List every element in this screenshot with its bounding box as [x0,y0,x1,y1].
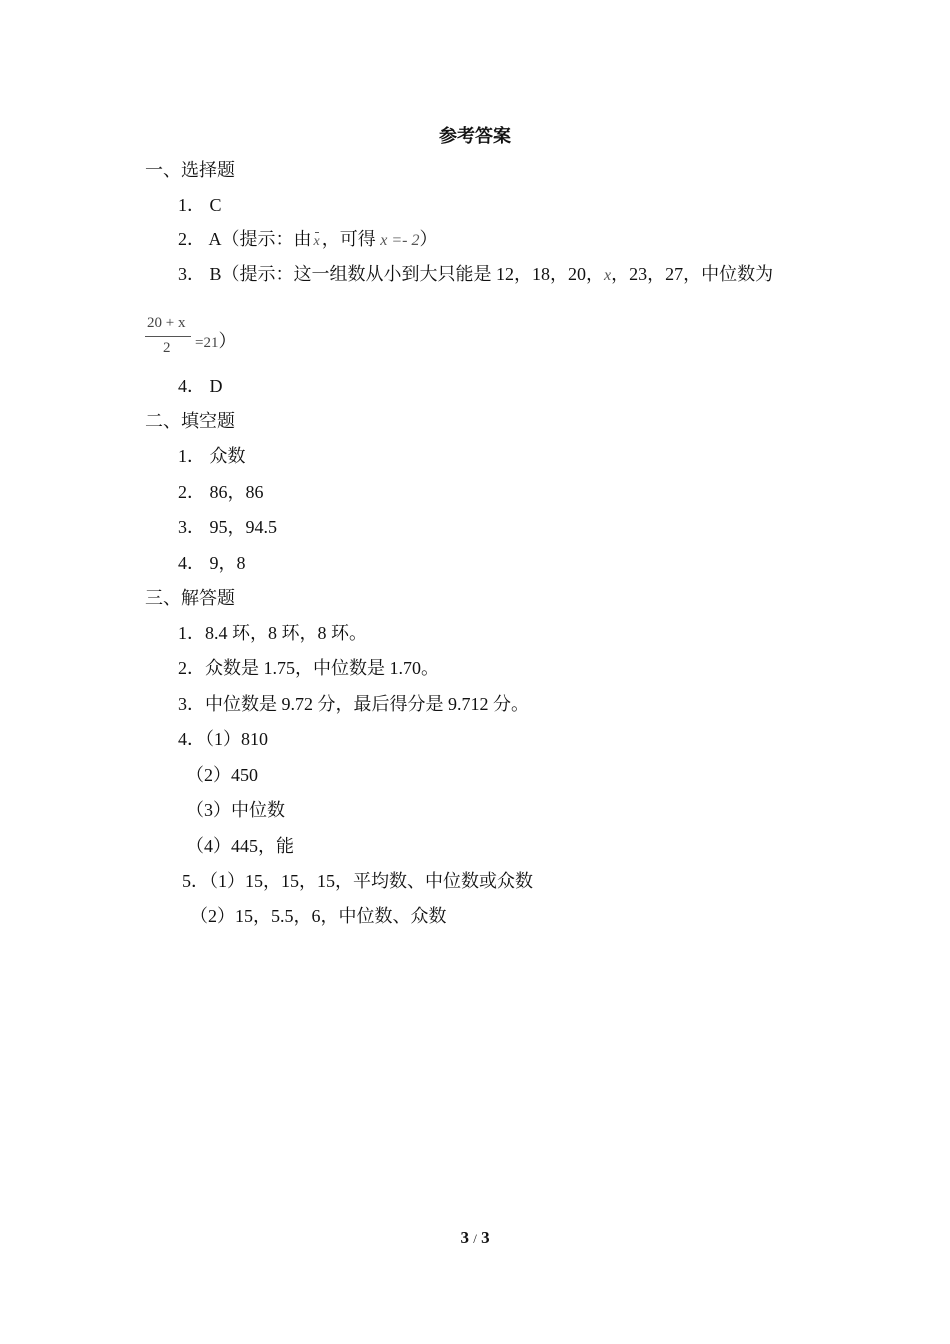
answer-5-part-2: （2）15，5.5，6，中位数、众数 [190,906,447,926]
fraction-bar [145,336,191,337]
choice-2-text-mid: ，可得 [321,229,376,249]
fill-answer-3: 3． 95，94.5 [178,517,277,537]
section-heading-answer: 三、解答题 [145,588,235,608]
choice-2-text: 2． A（提示：由 [178,229,312,249]
answer-3: 3．中位数是 9.72 分，最后得分是 9.712 分。 [178,694,529,714]
fill-answer-2: 2． 86，86 [178,482,264,502]
page-current: 3 [460,1228,469,1247]
fraction-denominator: 2 [163,340,171,356]
choice-3-variable: x [604,267,612,284]
fraction-result [195,327,236,353]
choice-3-text-end: ，23，27，中位数为 [611,264,774,284]
fill-answer-4: 4． 9，8 [178,553,246,573]
choice-answer-1: 1． C [178,195,222,215]
fill-answer-1: 1． 众数 [178,446,246,466]
page-title: 参考答案 [439,126,511,146]
fraction-equals: =21 [195,335,219,351]
x-bar-symbol: x [312,230,322,254]
choice-answer-3 [178,262,773,288]
choice-answer-2 [178,227,437,254]
section-heading-choice: 一、选择题 [145,160,235,180]
fraction-close: ） [218,331,237,351]
answer-4-part-1: 4．（1）810 [178,729,268,749]
answer-1: 1．8.4 环，8 环，8 环。 [178,623,367,643]
choice-answer-4: 4． D [178,376,223,396]
answer-4-part-4: （4）445，能 [186,836,294,856]
answer-5-part-1: 5．（1）15，15，15，平均数、中位数或众数 [182,871,533,891]
page-separator: / [473,1231,477,1246]
answer-2: 2．众数是 1.75，中位数是 1.70。 [178,658,439,678]
answer-4-part-3: （3）中位数 [186,800,285,820]
section-heading-fill: 二、填空题 [145,411,235,431]
answer-4-part-2: （2）450 [186,765,258,785]
page-number [0,1226,950,1251]
choice-2-close: ） [419,229,438,249]
fraction-numerator: 20 + x [147,315,186,331]
page-total: 3 [481,1228,490,1247]
choice-2-equation: x =- 2 [380,232,420,249]
choice-3-text: 3． B（提示：这一组数从小到大只能是 12，18，20， [178,264,605,284]
